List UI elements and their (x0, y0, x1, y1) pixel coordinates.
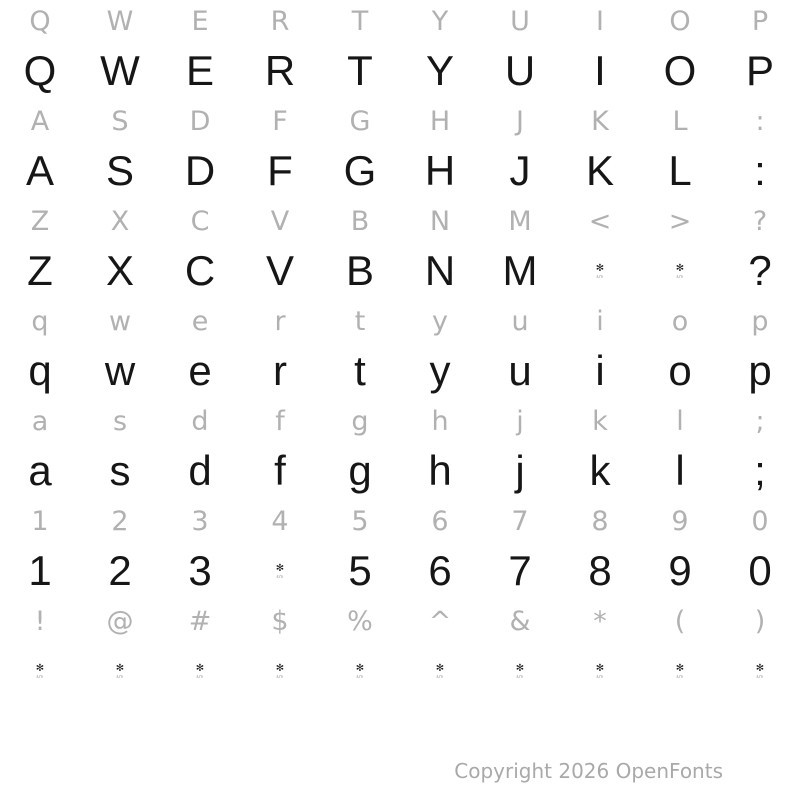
specimen-glyph: F (267, 147, 293, 194)
missing-glyph-star-icon: ✻ (675, 262, 685, 274)
reference-glyph: V (270, 205, 290, 237)
reference-glyph: f (275, 405, 285, 437)
reference-row (0, 0, 800, 42)
reference-glyph: J (516, 105, 524, 137)
reference-glyph: ) (754, 605, 766, 637)
reference-glyph: L (672, 105, 688, 137)
glyph-row-pair (0, 400, 800, 500)
missing-glyph-microtext: sm (196, 673, 204, 679)
reference-glyph: A (30, 105, 50, 137)
specimen-glyph: N (424, 247, 456, 294)
missing-glyph-microtext: sm (756, 673, 764, 679)
reference-glyph: w (108, 305, 132, 337)
reference-glyph: O (669, 5, 691, 37)
reference-glyph: ? (752, 205, 768, 237)
specimen-glyph: j (515, 447, 525, 494)
specimen-glyph: S (105, 147, 134, 194)
reference-glyph: e (191, 305, 209, 337)
specimen-glyph: : (754, 147, 766, 194)
missing-glyph-icon (276, 564, 284, 579)
missing-glyph-star-icon: ✻ (755, 662, 765, 674)
missing-glyph-icon (756, 664, 764, 679)
specimen-glyph: a (28, 447, 52, 494)
reference-glyph: ; (755, 405, 765, 437)
missing-glyph-icon (516, 664, 524, 679)
missing-glyph-icon (276, 664, 284, 679)
reference-row (0, 500, 800, 542)
missing-glyph-icon (356, 664, 364, 679)
reference-glyph: W (106, 5, 134, 37)
reference-glyph: d (191, 405, 209, 437)
missing-glyph-star-icon: ✻ (515, 662, 525, 674)
missing-glyph-icon (596, 664, 604, 679)
specimen-glyph: 6 (428, 547, 452, 594)
missing-glyph-icon (116, 664, 124, 679)
glyph-row-pair (0, 500, 800, 600)
missing-glyph-star-icon: ✻ (195, 662, 205, 674)
specimen-glyph: D (184, 147, 216, 194)
missing-glyph-icon (596, 264, 604, 279)
reference-glyph: o (671, 305, 689, 337)
reference-glyph: N (429, 205, 451, 237)
reference-glyph: t (354, 305, 366, 337)
specimen-glyph: f (274, 447, 286, 494)
missing-glyph-star-icon: ✻ (595, 662, 605, 674)
reference-row (0, 600, 800, 642)
missing-glyph-icon (596, 264, 604, 279)
specimen-glyph: s (109, 447, 131, 494)
specimen-glyph: A (25, 147, 54, 194)
specimen-glyph: V (265, 247, 294, 294)
specimen-glyph: P (745, 47, 774, 94)
specimen-row (0, 542, 800, 600)
reference-row (0, 200, 800, 242)
reference-glyph: 3 (191, 505, 209, 537)
reference-glyph: F (272, 105, 288, 137)
reference-glyph: 6 (431, 505, 449, 537)
specimen-glyph: l (675, 447, 685, 494)
reference-glyph: Z (30, 205, 50, 237)
missing-glyph-microtext: sm (116, 673, 124, 679)
missing-glyph-icon (676, 664, 684, 679)
specimen-glyph: ; (754, 447, 766, 494)
specimen-glyph: Y (425, 47, 454, 94)
reference-glyph: I (596, 5, 604, 37)
glyph-row-pair (0, 100, 800, 200)
missing-glyph-icon (36, 664, 44, 679)
specimen-glyph: y (429, 347, 451, 394)
specimen-glyph: 3 (188, 547, 212, 594)
specimen-glyph: r (273, 347, 287, 394)
specimen-row (0, 442, 800, 500)
missing-glyph-star-icon: ✻ (115, 662, 125, 674)
reference-glyph: > (668, 205, 692, 237)
glyph-row-pair (0, 300, 800, 400)
specimen-glyph: ? (748, 247, 772, 294)
missing-glyph-icon (116, 664, 124, 679)
reference-glyph: M (508, 205, 532, 237)
reference-glyph: & (509, 605, 531, 637)
specimen-glyph: 0 (748, 547, 772, 594)
missing-glyph-star-icon: ✻ (355, 662, 365, 674)
reference-glyph: # (188, 605, 212, 637)
missing-glyph-star-icon: ✻ (35, 662, 45, 674)
reference-glyph: S (111, 105, 129, 137)
missing-glyph-microtext: sm (676, 273, 684, 279)
specimen-glyph: Z (27, 247, 53, 294)
specimen-row (0, 142, 800, 200)
reference-glyph: 4 (271, 505, 289, 537)
specimen-glyph: T (347, 47, 373, 94)
specimen-glyph: R (264, 47, 296, 94)
reference-glyph: j (516, 405, 524, 437)
missing-glyph-icon (596, 664, 604, 679)
specimen-row (0, 42, 800, 100)
specimen-glyph: 5 (348, 547, 372, 594)
specimen-row (0, 242, 800, 300)
glyph-row-pair (0, 200, 800, 300)
reference-glyph: G (349, 105, 371, 137)
copyright-watermark: Copyright 2026 OpenFonts (454, 759, 723, 783)
missing-glyph-icon (196, 664, 204, 679)
reference-glyph: T (351, 5, 369, 37)
reference-glyph: < (588, 205, 612, 237)
reference-glyph: 1 (31, 505, 49, 537)
missing-glyph-star-icon: ✻ (275, 562, 285, 574)
reference-glyph: 0 (751, 505, 769, 537)
missing-glyph-microtext: sm (596, 673, 604, 679)
reference-glyph: ! (34, 605, 46, 637)
specimen-glyph: g (348, 447, 372, 494)
glyph-row-pair (0, 0, 800, 100)
reference-glyph: U (510, 5, 530, 37)
specimen-glyph: M (502, 247, 538, 294)
reference-glyph: P (751, 5, 769, 37)
specimen-glyph: k (589, 447, 611, 494)
reference-glyph: ( (674, 605, 686, 637)
reference-glyph: s (112, 405, 128, 437)
missing-glyph-icon (516, 664, 524, 679)
reference-glyph: D (189, 105, 211, 137)
reference-glyph: % (347, 605, 373, 637)
missing-glyph-icon (676, 664, 684, 679)
reference-glyph: Y (431, 5, 449, 37)
reference-row (0, 100, 800, 142)
missing-glyph-icon (676, 264, 684, 279)
missing-glyph-icon (436, 664, 444, 679)
specimen-glyph: 2 (108, 547, 132, 594)
missing-glyph-star-icon: ✻ (595, 262, 605, 274)
reference-glyph: K (591, 105, 609, 137)
specimen-glyph: C (184, 247, 216, 294)
missing-glyph-microtext: sm (276, 573, 284, 579)
missing-glyph-icon (676, 264, 684, 279)
missing-glyph-icon (276, 664, 284, 679)
reference-glyph: 5 (351, 505, 369, 537)
specimen-glyph: E (185, 47, 214, 94)
missing-glyph-microtext: sm (276, 673, 284, 679)
missing-glyph-microtext: sm (436, 673, 444, 679)
specimen-glyph: 8 (588, 547, 612, 594)
missing-glyph-microtext: sm (36, 673, 44, 679)
missing-glyph-star-icon: ✻ (435, 662, 445, 674)
reference-glyph: q (31, 305, 49, 337)
missing-glyph-microtext: sm (516, 673, 524, 679)
missing-glyph-icon (756, 664, 764, 679)
missing-glyph-microtext: sm (356, 673, 364, 679)
specimen-glyph: o (668, 347, 692, 394)
reference-glyph: y (432, 305, 448, 337)
specimen-glyph: e (188, 347, 212, 394)
reference-glyph: 8 (591, 505, 609, 537)
reference-glyph: C (190, 205, 210, 237)
specimen-glyph: B (345, 247, 374, 294)
specimen-glyph: Q (23, 47, 57, 94)
specimen-glyph: 9 (668, 547, 692, 594)
reference-glyph: @ (106, 605, 134, 637)
specimen-glyph: H (424, 147, 456, 194)
specimen-glyph: L (668, 147, 692, 194)
reference-glyph: $ (271, 605, 289, 637)
specimen-glyph: u (508, 347, 532, 394)
reference-glyph: Q (29, 5, 51, 37)
missing-glyph-microtext: sm (676, 673, 684, 679)
specimen-glyph: 7 (508, 547, 532, 594)
reference-glyph: H (429, 105, 451, 137)
reference-glyph: : (755, 105, 765, 137)
reference-row (0, 300, 800, 342)
reference-glyph: 9 (671, 505, 689, 537)
reference-glyph: g (351, 405, 369, 437)
missing-glyph-microtext: sm (596, 273, 604, 279)
specimen-glyph: t (354, 347, 366, 394)
missing-glyph-icon (196, 664, 204, 679)
reference-glyph: r (274, 305, 286, 337)
specimen-glyph: h (428, 447, 452, 494)
reference-glyph: R (270, 5, 290, 37)
missing-glyph-icon (36, 664, 44, 679)
reference-glyph: 2 (111, 505, 129, 537)
glyph-row-pair (0, 600, 800, 700)
specimen-glyph: p (748, 347, 772, 394)
specimen-glyph: J (509, 147, 531, 194)
missing-glyph-icon (436, 664, 444, 679)
missing-glyph-icon (356, 664, 364, 679)
specimen-glyph: d (188, 447, 212, 494)
specimen-glyph: W (100, 47, 140, 94)
specimen-glyph: K (585, 147, 614, 194)
missing-glyph-star-icon: ✻ (675, 662, 685, 674)
specimen-glyph: q (28, 347, 52, 394)
reference-glyph: p (751, 305, 769, 337)
reference-glyph: ^ (428, 605, 452, 637)
specimen-glyph: O (663, 47, 697, 94)
specimen-glyph: i (595, 347, 605, 394)
reference-glyph: * (593, 605, 607, 637)
specimen-glyph: U (504, 47, 536, 94)
reference-glyph: h (431, 405, 449, 437)
specimen-glyph: X (105, 247, 134, 294)
reference-glyph: i (596, 305, 604, 337)
missing-glyph-icon (276, 564, 284, 579)
reference-row (0, 400, 800, 442)
reference-glyph: X (110, 205, 130, 237)
specimen-glyph: w (104, 347, 136, 394)
specimen-row (0, 342, 800, 400)
reference-glyph: l (676, 405, 684, 437)
reference-glyph: k (592, 405, 608, 437)
reference-glyph: B (350, 205, 370, 237)
specimen-glyph: 1 (28, 547, 52, 594)
reference-glyph: a (31, 405, 49, 437)
specimen-glyph: I (594, 47, 606, 94)
specimen-row (0, 642, 800, 700)
specimen-glyph: G (343, 147, 377, 194)
missing-glyph-star-icon: ✻ (275, 662, 285, 674)
reference-glyph: u (511, 305, 529, 337)
reference-glyph: 7 (511, 505, 529, 537)
reference-glyph: E (191, 5, 209, 37)
